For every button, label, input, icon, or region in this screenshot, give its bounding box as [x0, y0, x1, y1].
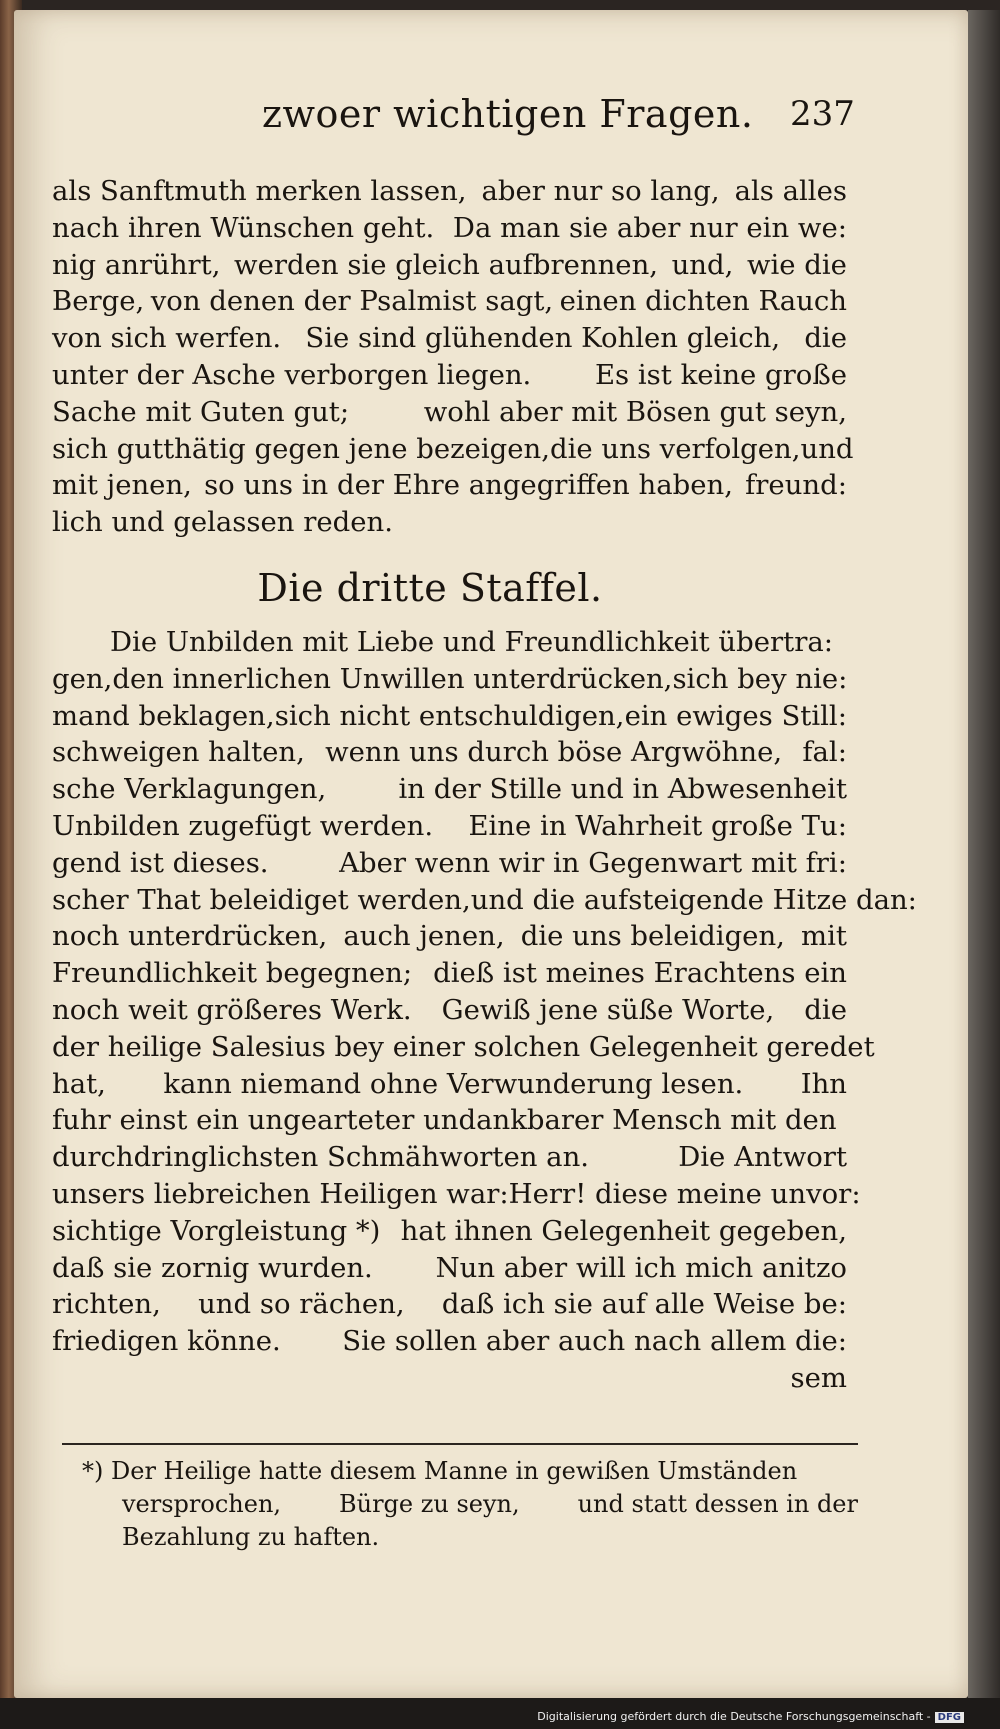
- text-line: [52, 992, 847, 1029]
- text-segment: Bezahlung zu haften.: [122, 1523, 380, 1551]
- text-line: [52, 661, 847, 698]
- text-segment: sich gutthätig gegen jene bezeigen,: [52, 432, 550, 465]
- page-number: 237: [790, 94, 855, 134]
- text-segment: von denen der Psalmist sagt,: [150, 285, 554, 318]
- text-line: [52, 431, 854, 468]
- text-segment: hat,: [52, 1067, 106, 1100]
- text-segment: lich und gelassen reden.: [52, 506, 393, 539]
- text-segment: richten,: [52, 1288, 161, 1321]
- text-segment: fal:: [802, 736, 847, 769]
- text-segment: friedigen könne.: [52, 1325, 281, 1358]
- dfg-logo: DFG: [935, 1712, 964, 1723]
- text-line: [82, 1455, 858, 1488]
- credit-text: Digitalisierung gefördert durch die Deutsche Forschungsgemeinschaft -: [537, 1710, 931, 1723]
- text-segment: und statt dessen in der: [577, 1490, 858, 1518]
- text-segment: gen,: [52, 662, 113, 695]
- text-segment: Da man sie aber nur ein we:: [452, 211, 847, 244]
- text-segment: schweigen halten,: [52, 736, 305, 769]
- text-segment: kann niemand ohne Verwunderung lesen.: [163, 1067, 744, 1100]
- text-segment: Aber wenn wir in Gegenwart mit fri:: [339, 846, 847, 879]
- text-line: [52, 320, 847, 357]
- text-line: [52, 1323, 847, 1360]
- text-line: [52, 357, 847, 394]
- text-line: [52, 1139, 847, 1176]
- text-segment: freund:: [745, 469, 847, 502]
- book-page: [14, 10, 968, 1698]
- text-segment: sich bey nie:: [672, 662, 848, 695]
- text-line: [52, 210, 847, 247]
- text-segment: werden sie gleich aufbrennen,: [234, 248, 659, 281]
- catchword: sem: [790, 1361, 847, 1394]
- text-line: [52, 734, 847, 771]
- page-shadow: [968, 10, 1000, 1698]
- text-segment: einen dichten Rauch: [559, 285, 847, 318]
- text-segment: Die Antwort: [678, 1141, 847, 1174]
- text-line: [52, 1102, 847, 1139]
- text-line: [82, 1521, 858, 1554]
- text-line: [52, 698, 847, 735]
- text-line: [52, 845, 847, 882]
- text-segment: und: [800, 432, 854, 465]
- text-line: [52, 808, 847, 845]
- text-segment: und so rächen,: [198, 1288, 405, 1321]
- text-line: [52, 1250, 847, 1287]
- running-head: zwoer wichtigen Fragen.: [262, 92, 754, 136]
- text-segment: Ihn: [800, 1067, 847, 1100]
- text-line: [52, 1066, 847, 1103]
- text-line: [52, 1286, 847, 1323]
- text-line: [52, 918, 847, 955]
- text-segment: Herr! diese meine unvor:: [508, 1177, 861, 1210]
- text-segment: und,: [671, 248, 734, 281]
- section-heading: Die dritte Staffel.: [257, 566, 603, 610]
- text-line: [52, 1213, 847, 1250]
- text-segment: sche Verklagungen,: [52, 773, 327, 806]
- text-segment: sichtige Vorgleistung *): [52, 1214, 381, 1247]
- text-segment: noch unterdrücken,: [52, 920, 328, 953]
- text-segment: daß ich sie auf alle Weise be:: [441, 1288, 847, 1321]
- text-segment: daß sie zornig wurden.: [52, 1251, 373, 1284]
- digitization-credit: [537, 1710, 964, 1723]
- text-segment: durchdringlichsten Schmähworten an.: [52, 1141, 590, 1174]
- text-segment: nach ihren Wünschen geht.: [52, 211, 435, 244]
- text-segment: von sich werfen.: [52, 322, 282, 355]
- text-line: [52, 955, 847, 992]
- text-segment: wie die: [746, 248, 847, 281]
- text-segment: die uns beleidigen,: [520, 920, 785, 953]
- text-segment: auch jenen,: [343, 920, 505, 953]
- text-segment: in der Stille und in Abwesenheit: [398, 773, 847, 806]
- text-segment: der heilige Salesius bey einer solchen Gelegenheit geredet: [52, 1030, 875, 1063]
- text-segment: mit: [801, 920, 847, 953]
- text-line: [52, 467, 847, 504]
- text-segment: so uns in der Ehre angegriffen haben,: [204, 469, 733, 502]
- catchword-line: [52, 1360, 847, 1397]
- footnote-divider: [62, 1443, 858, 1445]
- text-segment: Berge,: [52, 285, 145, 318]
- paragraph-2: [52, 624, 917, 1397]
- text-segment: Unbilden zugefügt werden.: [52, 809, 434, 842]
- text-segment: *) Der Heilige hatte diesem Manne in gewißen Umständen: [82, 1457, 798, 1485]
- text-segment: als alles: [734, 175, 847, 207]
- text-line: [52, 882, 917, 919]
- text-segment: gend ist dieses.: [52, 846, 269, 879]
- text-segment: fuhr einst ein ungearteter undankbarer Mensch mit den: [52, 1104, 837, 1137]
- text-segment: Es ist keine große: [594, 358, 847, 391]
- text-segment: nig anrührt,: [52, 248, 221, 281]
- text-segment: noch weit größeres Werk.: [52, 993, 412, 1026]
- text-segment: hat ihnen Gelegenheit gegeben,: [400, 1214, 847, 1247]
- text-segment: sich nicht entschuldigen,: [274, 699, 625, 732]
- text-segment: die uns verfolgen,: [549, 432, 801, 465]
- text-line: [52, 771, 847, 808]
- text-segment: scher That beleidiget werden,: [52, 883, 471, 916]
- text-segment: Eine in Wahrheit große Tu:: [468, 809, 847, 842]
- text-segment: dieß ist meines Erachtens ein: [433, 957, 847, 990]
- text-line: [52, 394, 847, 431]
- text-segment: den innerlichen Unwillen unterdrücken,: [112, 662, 673, 695]
- text-segment: wohl aber mit Bösen gut seyn,: [423, 395, 847, 428]
- text-line: [52, 247, 847, 284]
- footnote: [82, 1455, 858, 1554]
- text-segment: Sie sind glühenden Kohlen gleich,: [305, 322, 781, 355]
- text-segment: und die aufsteigende Hitze dan:: [470, 883, 917, 916]
- text-segment: die: [804, 993, 847, 1026]
- text-segment: ein ewiges Still:: [624, 699, 847, 732]
- text-segment: Nun aber will ich mich anitzo: [435, 1251, 847, 1284]
- paragraph-1: [52, 173, 854, 541]
- text-segment: unsers liebreichen Heiligen war:: [52, 1177, 509, 1210]
- text-line: [52, 1029, 875, 1066]
- text-segment: Freundlichkeit begegnen;: [52, 957, 413, 990]
- text-segment: als Sanftmuth merken lassen,: [52, 175, 467, 207]
- text-segment: versprochen,: [122, 1490, 282, 1518]
- text-line: [52, 624, 847, 661]
- text-line: [52, 504, 847, 541]
- text-segment: Gewiß jene süße Worte,: [441, 993, 775, 1026]
- text-segment: aber nur so lang,: [481, 175, 720, 207]
- text-line: [52, 173, 847, 210]
- text-segment: mit jenen,: [52, 469, 192, 502]
- text-segment: Die Unbilden mit Liebe und Freundlichkeit übertra:: [110, 626, 834, 658]
- text-segment: wenn uns durch böse Argwöhne,: [325, 736, 783, 769]
- text-segment: Sie sollen aber auch nach allem die:: [342, 1325, 847, 1358]
- text-segment: die: [804, 322, 847, 355]
- text-segment: mand beklagen,: [52, 699, 275, 732]
- text-line: [82, 1488, 858, 1521]
- text-segment: Sache mit Guten gut;: [52, 395, 350, 428]
- text-segment: unter der Asche verborgen liegen.: [52, 358, 532, 391]
- text-segment: Bürge zu seyn,: [338, 1490, 520, 1518]
- text-line: [52, 1176, 861, 1213]
- text-line: [52, 283, 847, 320]
